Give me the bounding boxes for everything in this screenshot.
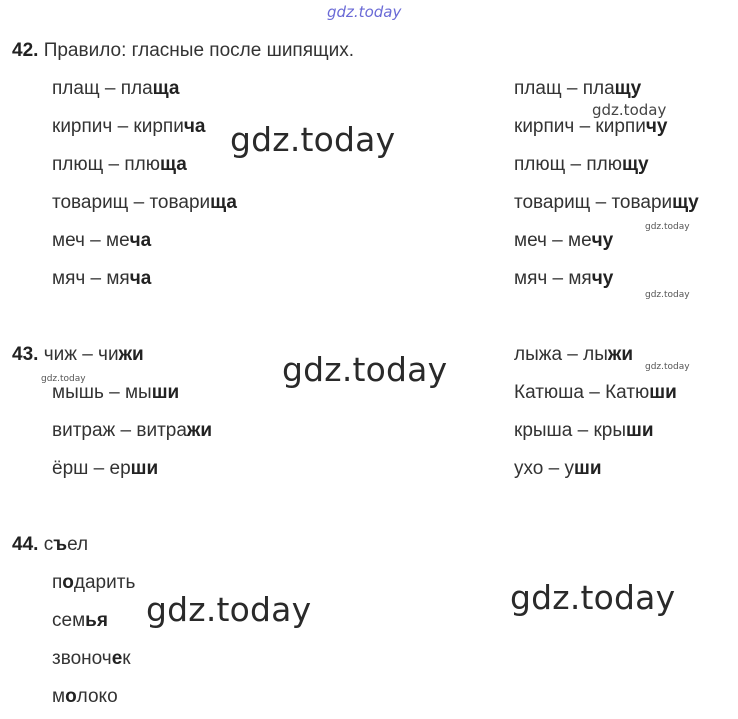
ex42-left-item: товарищ – товарища — [52, 192, 237, 213]
ex44-word: 44. съел — [12, 534, 89, 555]
ex42-left-item: плющ – плюща — [52, 154, 187, 175]
header-watermark: gdz.today — [327, 3, 402, 21]
ex43-right-item: крыша – крыши — [514, 420, 654, 441]
watermark-tiny: gdz.today — [645, 362, 690, 372]
ex42-right-item: кирпич – кирпичу — [514, 116, 668, 137]
watermark-large: gdz.today — [282, 350, 448, 389]
ex44-word: молоко — [52, 686, 118, 707]
ex44-word: звоночек — [52, 648, 131, 669]
ex44-word: семья — [52, 610, 108, 631]
ex43-left-item: 43. чиж – чижи — [12, 344, 144, 365]
ex42-left-item: кирпич – кирпича — [52, 116, 206, 137]
ex42-left-item: меч – меча — [52, 230, 152, 251]
ex43-left-item: витраж – витражи — [52, 420, 213, 441]
ex44-number: 44. — [12, 534, 39, 555]
ex42-left-item: плащ – плаща — [52, 78, 180, 99]
ex42-right-item: товарищ – товарищу — [514, 192, 699, 213]
watermark-tiny: gdz.today — [41, 374, 86, 384]
ex43-number: 43. — [12, 344, 39, 365]
ex42-right-item: плющ – плющу — [514, 154, 649, 175]
ex42-right-item: плащ – плащу — [514, 78, 642, 99]
ex42-heading — [12, 40, 354, 62]
ex43-right-item: ухо – уши — [514, 458, 602, 479]
watermark-small: gdz.today — [592, 101, 667, 119]
ex42-left-item: мяч – мяча — [52, 268, 152, 289]
ex43-left-item: ёрш – ерши — [52, 458, 159, 479]
ex43-left-item: мышь – мыши — [52, 382, 180, 403]
watermark-large: gdz.today — [146, 590, 312, 629]
watermark-large: gdz.today — [230, 120, 396, 159]
ex42-right-item: мяч – мячу — [514, 268, 614, 289]
ex42-rule: Правило: гласные после шипящих. — [43, 40, 355, 61]
ex42-number: 42. — [12, 40, 39, 61]
ex43-right-item: лыжа – лыжи — [514, 344, 634, 365]
watermark-tiny: gdz.today — [645, 290, 690, 300]
ex44-word: подарить — [52, 572, 136, 593]
ex42-right-item: меч – мечу — [514, 230, 614, 251]
watermark-large: gdz.today — [510, 578, 676, 617]
watermark-tiny: gdz.today — [645, 222, 690, 232]
ex43-right-item: Катюша – Катюши — [514, 382, 677, 403]
